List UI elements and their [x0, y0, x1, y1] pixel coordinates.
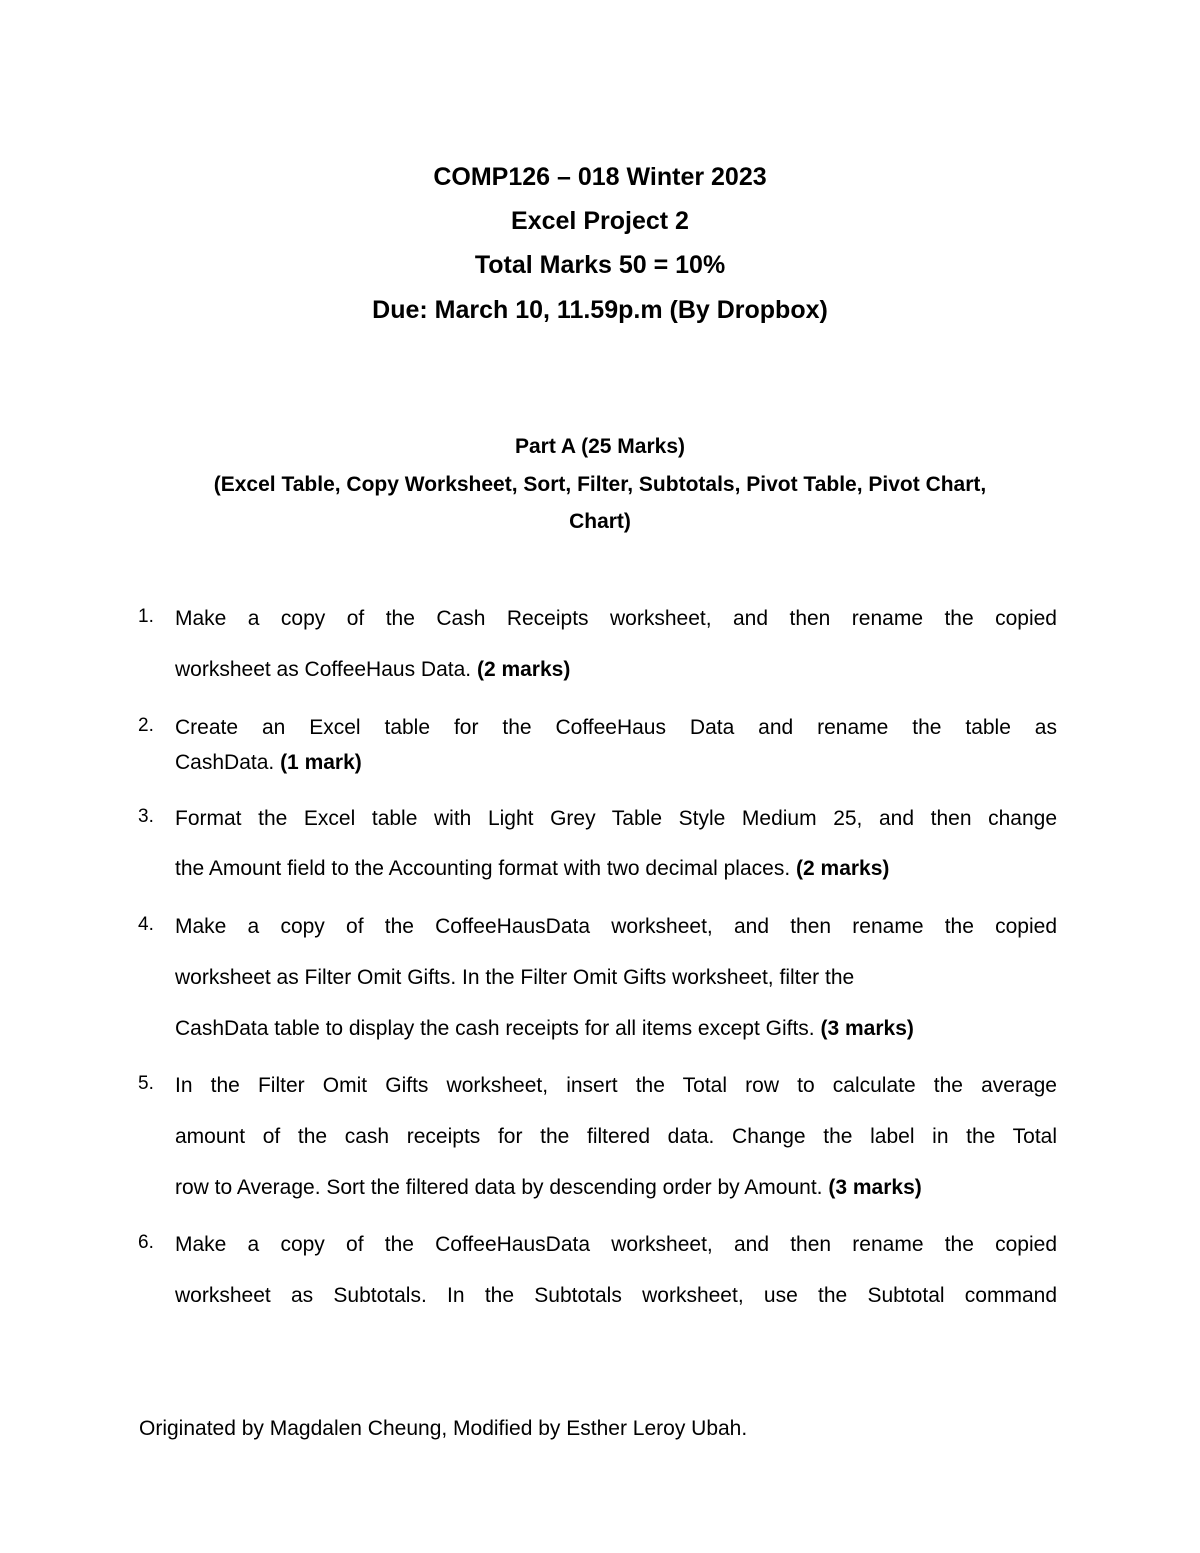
total-marks: Total Marks 50 = 10% — [474, 251, 726, 279]
document-footer: Originated by Magdalen Cheung, Modified by Esther Leroy Ubah. — [139, 1417, 748, 1440]
item-line: Format the Excel table with Light Grey Table Style Medium 25, and then change — [175, 807, 1057, 830]
item-marks: (3 marks) — [820, 1017, 914, 1040]
item-line: worksheet as Filter Omit Gifts. In the Filter Omit Gifts worksheet, filter the — [175, 966, 855, 989]
item-line-text: worksheet as CoffeeHaus Data. — [175, 658, 472, 681]
item-line: Create an Excel table for the CoffeeHaus Data and rename the table as — [175, 716, 1057, 739]
project-title: Excel Project 2 — [511, 207, 689, 235]
item-line: Make a copy of the CoffeeHausData worksheet, and then rename the copied — [175, 915, 1057, 938]
item-number: 3. — [138, 806, 154, 827]
item-line-text: the Amount field to the Accounting format with two decimal places. — [175, 857, 791, 880]
item-line — [175, 1175, 1057, 1201]
item-marks: (2 marks) — [796, 857, 890, 880]
part-a-topics-line-2: Chart) — [569, 510, 631, 533]
item-line — [175, 856, 1057, 882]
item-number: 4. — [138, 914, 154, 935]
item-line: Make a copy of the Cash Receipts worksheet, and then rename the copied — [175, 607, 1057, 630]
item-line — [175, 657, 1057, 683]
item-line: Make a copy of the CoffeeHausData worksheet, and then rename the copied — [175, 1233, 1057, 1256]
item-marks: (2 marks) — [476, 658, 571, 681]
item-line: worksheet as Subtotals. In the Subtotals worksheet, use the Subtotal command — [175, 1284, 1057, 1307]
item-line — [175, 1016, 1057, 1042]
item-marks: (3 marks) — [828, 1176, 922, 1199]
item-number: 6. — [138, 1232, 154, 1253]
item-line-text: CashData. — [175, 751, 275, 774]
item-line: In the Filter Omit Gifts worksheet, insert the Total row to calculate the average — [175, 1074, 1057, 1097]
part-a-title: Part A (25 Marks) — [514, 435, 685, 458]
item-number: 2. — [138, 715, 154, 736]
part-a-topics-line-1: (Excel Table, Copy Worksheet, Sort, Filter, Subtotals, Pivot Table, Pivot Chart, — [213, 473, 987, 496]
item-number: 5. — [138, 1073, 154, 1094]
course-title: COMP126 – 018 Winter 2023 — [433, 163, 767, 191]
item-line — [175, 750, 1057, 776]
item-number: 1. — [138, 606, 154, 627]
item-line-text: CashData table to display the cash receipts for all items except Gifts. — [175, 1017, 815, 1040]
item-marks: (1 mark) — [280, 751, 362, 774]
due-date: Due: March 10, 11.59p.m (By Dropbox) — [372, 296, 828, 324]
item-line: amount of the cash receipts for the filtered data. Change the label in the Total — [175, 1125, 1057, 1148]
item-line-text: row to Average. Sort the filtered data by descending order by Amount. — [175, 1176, 823, 1199]
